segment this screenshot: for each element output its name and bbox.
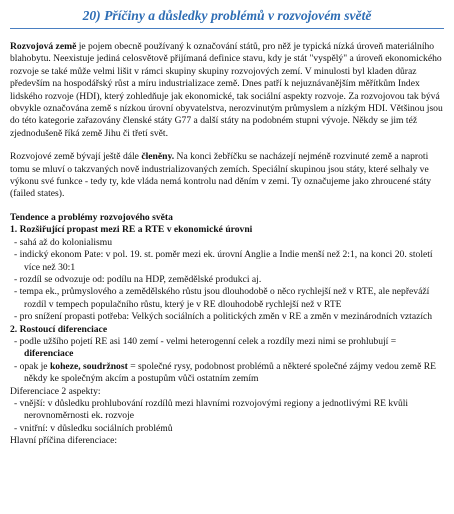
paragraph-division — [10, 151, 444, 201]
list-item: - sahá až do kolonialismu — [14, 236, 113, 248]
list-item: - rozdíl se odvozuje od: podílu na HDP, zemědělské produkci aj. — [14, 273, 262, 285]
heading-section-1: 1. Rozšiřující propast mezi RE a RTE v ekonomické úrovni — [10, 224, 253, 236]
term-cleneny: členěny. — [141, 151, 175, 163]
heading-tendence: Tendence a problémy rozvojového světa — [10, 211, 173, 223]
list-item: - vnější: v důsledku prohlubování rozdílů mezi hlavními rozvojovými regiony a jednotlivými RE kvůli nerovnoměrnosti ek. rozvoje — [14, 397, 409, 422]
page-title: 20) Příčiny a důsledky problémů v rozvojovém světě — [10, 8, 444, 29]
list-item-text: - opak je — [14, 360, 50, 372]
list-item-text: - podle užšího pojetí RE asi 140 zemí - velmi heterogenní celek a rozdíly mezi nimi se prohlubují = — [14, 335, 397, 347]
list-item: - pro snížení propasti potřeba: Velkých sociálních a politických změn v RE a změn v mezinárodních vztazích — [14, 311, 433, 323]
list-item — [10, 361, 444, 386]
term-koheze: koheze, soudržnost — [49, 360, 128, 372]
paragraph-division-start: Rozvojové země bývají ještě dále — [10, 151, 142, 163]
list-item: - vnitřní: v důsledku sociálních problémů — [14, 422, 173, 434]
list-item — [10, 336, 444, 361]
text-line: Diferenciace 2 aspekty: — [10, 385, 101, 397]
list-item-text: = společné rysy, podobnost problémů a některé společné zájmy vedou země RE někdy ke společným akcím a postupům vůči ostatním zemím — [24, 360, 437, 385]
paragraph-definition-text: je pojem obecně používaný k označování států, pro něž je typická nízká úroveň materiálního blahobytu. Neexistuje jediná celosvětově přijímaná definice stavu, kdy je stát "vyspělý" a úroveň ekonomického rozvoje se také může velmi lišit v rámci skupiny skupiny rozvojových zemí. V minulosti byl kladen důraz především na hospodářský růst a míru industrializace země. Dnes patří k nejuznávanějším měřítkům Index lidského rozvoje (HDI), který zohledňuje jak ekonomické, tak sociální aspekty rozvoje. Za rozvojovou tak bývá obvykle označována země s nízkou úrovní obyvatelstva, nerozvinutým průmyslem a nízkým HDI. Většinou jsou do této kategorie zařazovány členské státy G77 a další státy na podobném stupni vývoje. Někdy se jim též zjednodušeně říká země Jihu či třetí svět. — [10, 41, 443, 139]
paragraph-division-text: Na konci žebříčku se nacházejí nejméně rozvinuté země a naproti tomu se mluví o takzvaných nově industrializovaných zemích. Speciální skupinou jsou státy, které selhaly ve výkonu své funkce - tedy ty, kde vláda nemá kontrolu nad děním v zemi. Ty označujeme jako zhroucené státy (failed states). — [10, 151, 432, 200]
list-item: - indický ekonom Pate: v pol. 19. st. poměr mezi ek. úrovní Anglie a Indie menší než 2:1, na konci 20. století více než 30:1 — [14, 249, 433, 273]
paragraph-definition — [10, 41, 444, 140]
text-line: Hlavní příčina diferenciace: — [10, 435, 118, 447]
term-diferenciace: diferenciace — [24, 348, 74, 360]
list-item: - tempa ek., průmyslového a zemědělského růstu jsou dlouhodobě o něco rychlejší než v RTE, ale nepřeváží rozdíl v tempech populačního růstu, který je v RE dlouhodobě rychlejší než v RTE — [14, 286, 430, 310]
heading-section-2: 2. Rostoucí diferenciace — [10, 323, 108, 335]
term-rozvojova-zeme: Rozvojová země — [10, 41, 77, 52]
section-tendence — [10, 212, 444, 448]
